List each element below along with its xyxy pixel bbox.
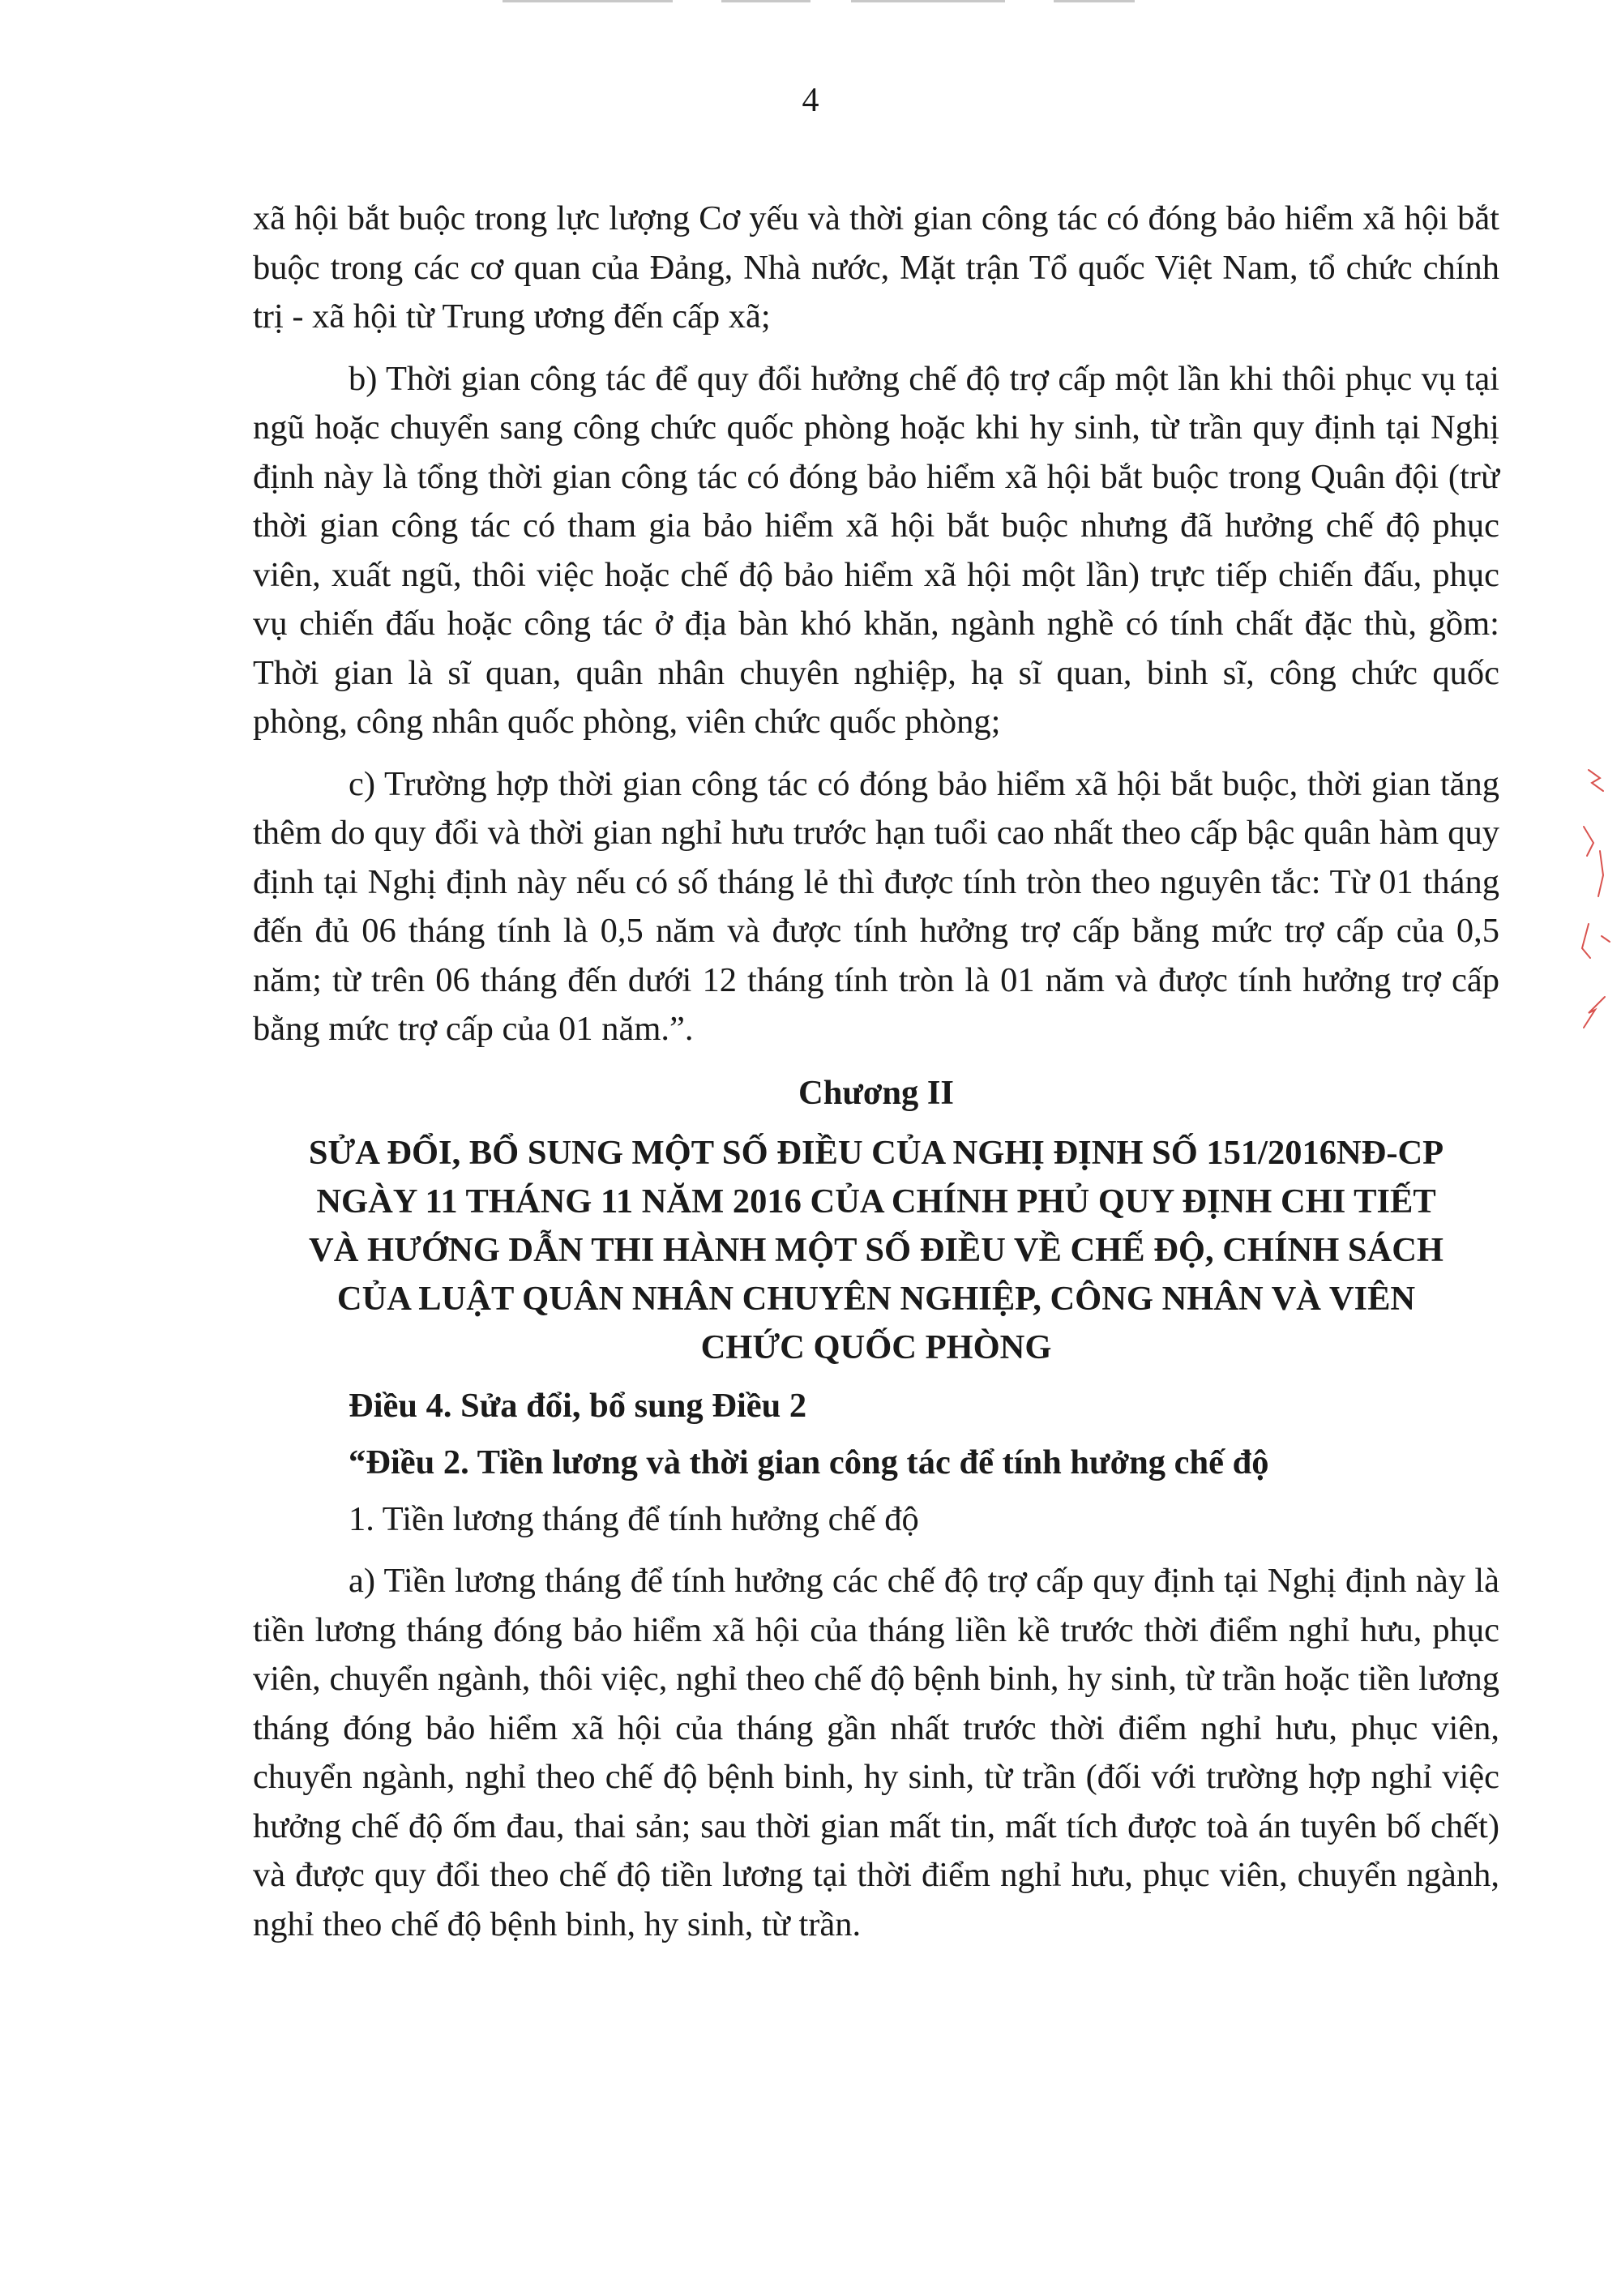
chapter-title-line: VÀ HƯỚNG DẪN THI HÀNH MỘT SỐ ĐIỀU VỀ CHẾ ĐỘ, CHÍNH SÁCH xyxy=(309,1230,1444,1269)
chapter-title-line: CHỨC QUỐC PHÒNG xyxy=(700,1328,1052,1366)
clause-1: 1. Tiền lương tháng để tính hưởng chế độ xyxy=(349,1499,919,1538)
clause-1a: a) Tiền lương tháng để tính hưởng các chế độ trợ cấp quy định tại Nghị định này là tiền lương tháng đóng bảo hiểm xã hội của tháng liền kề trước thời điểm nghỉ hưu, phục viên, chuyển ngành, thôi việc, nghỉ theo chế độ bệnh binh, hy sinh, từ trần hoặc tiền lương tháng đóng bảo hiểm xã hội của tháng gần nhất trước thời điểm nghỉ hưu, phục viên, chuyển ngành, nghỉ theo chế độ bệnh binh, hy sinh, từ trần (đối với trường hợp nghỉ việc hưởng chế độ ốm đau, thai sản; sau thời gian mất tin, mất tích được toà án tuyên bố chết) và được quy đổi theo chế độ tiền lương tại thời điểm nghỉ hưu, phục viên, chuyển ngành, nghỉ theo chế độ bệnh binh, hy sinh, từ trần. xyxy=(253,1562,1499,1943)
chapter-label: Chương II xyxy=(798,1073,954,1112)
scan-edge-marks xyxy=(503,0,1151,5)
article-2-heading: “Điều 2. Tiền lương và thời gian công tác để tính hưởng chế độ xyxy=(349,1443,1269,1481)
paragraph-point-c: c) Trường hợp thời gian công tác có đóng bảo hiểm xã hội bắt buộc, thời gian tăng thêm do quy đổi và thời gian nghỉ hưu trước hạn tuổi cao nhất theo cấp bậc quân hàm quy định tại Nghị định này nếu có số tháng lẻ thì được tính tròn theo nguyên tắc: Từ 01 tháng đến đủ 06 tháng tính là 0,5 năm và được tính hưởng trợ cấp bằng mức trợ cấp của 0,5 năm; từ trên 06 tháng đến dưới 12 tháng tính tròn là 01 năm và được tính hưởng trợ cấp bằng mức trợ cấp của 01 năm.”. xyxy=(253,764,1499,1048)
margin-handwriting-marks xyxy=(1580,754,1621,1094)
document-body xyxy=(253,195,1499,1949)
chapter-title-line: CỦA LUẬT QUÂN NHÂN CHUYÊN NGHIỆP, CÔNG NHÂN VÀ VIÊN xyxy=(336,1279,1416,1318)
page-number: 4 xyxy=(802,82,819,119)
article-4-heading: Điều 4. Sửa đổi, bổ sung Điều 2 xyxy=(349,1386,807,1425)
paragraph-point-b: b) Thời gian công tác để quy đổi hưởng chế độ trợ cấp một lần khi thôi phục vụ tại ngũ hoặc chuyển sang công chức quốc phòng hoặc khi hy sinh, từ trần quy định tại Nghị định này là tổng thời gian công tác có đóng bảo hiểm xã hội bắt buộc trong Quân đội (trừ thời gian công tác có tham gia bảo hiểm xã hội bắt buộc nhưng đã hưởng chế độ phục viên, xuất ngũ, thôi việc hoặc chế độ bảo hiểm xã hội một lần) trực tiếp chiến đấu, phục vụ chiến đấu hoặc công tác ở địa bàn khó khăn, ngành nghề có tính chất đặc thù, gồm: Thời gian là sĩ quan, quân nhân chuyên nghiệp, hạ sĩ quan, binh sĩ, công chức quốc phòng, công nhân quốc phòng, viên chức quốc phòng; xyxy=(253,359,1499,741)
paragraph-continuation: xã hội bắt buộc trong lực lượng Cơ yếu và thời gian công tác có đóng bảo hiểm xã hội bắt buộc trong các cơ quan của Đảng, Nhà nước, Mặt trận Tổ quốc Việt Nam, tổ chức chính trị - xã hội từ Trung ương đến cấp xã; xyxy=(253,199,1499,336)
chapter-title-line: NGÀY 11 THÁNG 11 NĂM 2016 CỦA CHÍNH PHỦ QUY ĐỊNH CHI TIẾT xyxy=(316,1182,1436,1221)
chapter-title-line: SỬA ĐỔI, BỔ SUNG MỘT SỐ ĐIỀU CỦA NGHỊ ĐỊNH SỐ 151/2016NĐ-CP xyxy=(308,1133,1444,1172)
chapter-title xyxy=(253,1129,1499,1372)
